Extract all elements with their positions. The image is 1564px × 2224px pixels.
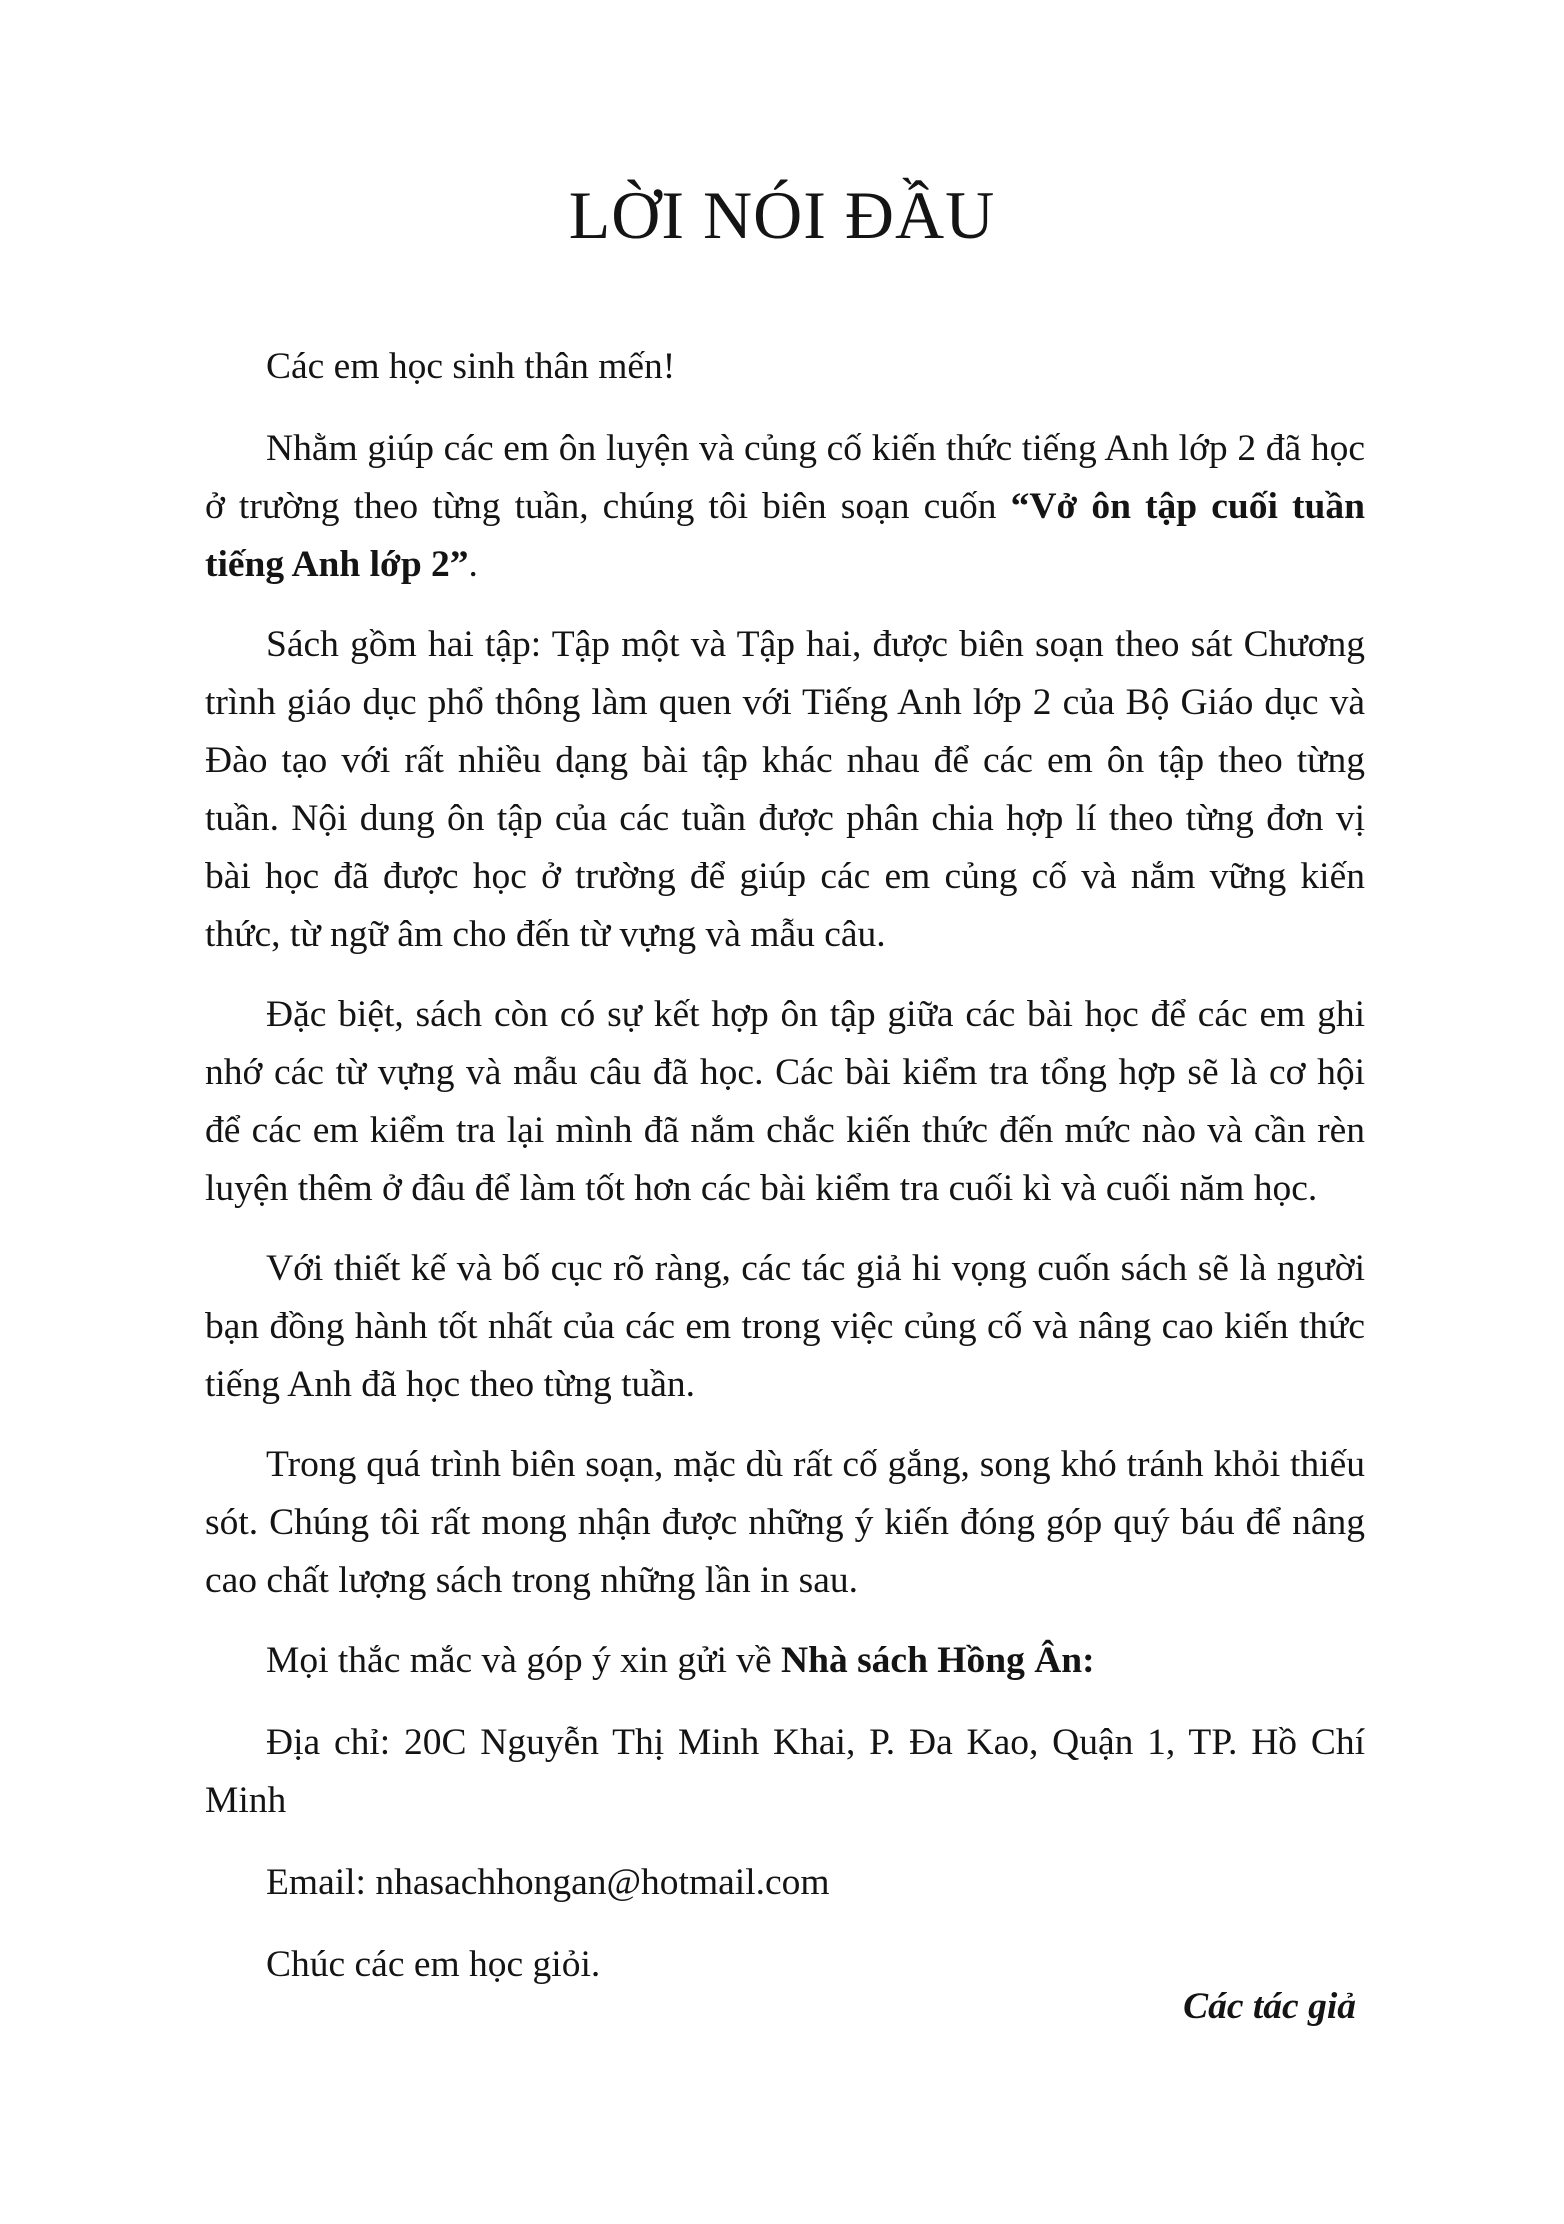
preface-body: [205, 338, 1365, 2018]
publisher-name: Nhà sách Hồng Ân:: [781, 1640, 1095, 1681]
closing-wish: Chúc các em học giỏi.: [266, 1944, 601, 1985]
paragraph-purpose-end: .: [468, 544, 478, 585]
paragraph-purpose-text: Nhằm giúp các em ôn luyện và củng cố kiến thức tiếng Anh lớp 2 đã học ở trường theo từng tuần, chúng tôi biên soạn cuốn: [205, 428, 1365, 527]
paragraph-design: Với thiết kế và bố cục rõ ràng, các tác giả hi vọng cuốn sách sẽ là người bạn đồng hành tốt nhất của các em trong việc củng cố và nâng cao kiến thức tiếng Anh đã học theo từng tuần.: [205, 1248, 1365, 1405]
contact-email: Email: nhasachhongan@hotmail.com: [266, 1862, 830, 1903]
contact-intro: [205, 1632, 1365, 1690]
contact-address: Địa chỉ: 20C Nguyễn Thị Minh Khai, P. Đa Kao, Quận 1, TP. Hồ Chí Minh: [205, 1722, 1365, 1821]
paragraph-features: Đặc biệt, sách còn có sự kết hợp ôn tập giữa các bài học để các em ghi nhớ các từ vựng và mẫu câu đã học. Các bài kiểm tra tổng hợp sẽ là cơ hội để các em kiểm tra lại mình đã nắm chắc kiến thức đến mức nào và cần rèn luyện thêm ở đâu để làm tốt hơn các bài kiểm tra cuối kì và cuối năm học.: [205, 994, 1365, 1209]
paragraph-purpose: [205, 420, 1365, 594]
book-title: “Vở ôn tập cuối tuần tiếng Anh lớp 2”: [205, 486, 1365, 585]
contact-intro-text: Mọi thắc mắc và góp ý xin gửi về: [266, 1640, 782, 1681]
paragraph-structure: Sách gồm hai tập: Tập một và Tập hai, được biên soạn theo sát Chương trình giáo dục phổ thông làm quen với Tiếng Anh lớp 2 của Bộ Giáo dục và Đào tạo với rất nhiều dạng bài tập khác nhau để các em ôn tập theo từng tuần. Nội dung ôn tập của các tuần được phân chia hợp lí theo từng đơn vị bài học đã được học ở trường để giúp các em củng cố và nắm vững kiến thức, từ ngữ âm cho đến từ vựng và mẫu câu.: [205, 624, 1365, 955]
paragraph-feedback: Trong quá trình biên soạn, mặc dù rất cố gắng, song khó tránh khỏi thiếu sót. Chúng tôi rất mong nhận được những ý kiến đóng góp quý báu để nâng cao chất lượng sách trong những lần in sau.: [205, 1444, 1365, 1601]
signature: Các tác giả: [1183, 1986, 1356, 2027]
page-title: LỜI NÓI ĐẦU: [568, 177, 996, 253]
greeting: Các em học sinh thân mến!: [266, 346, 676, 387]
